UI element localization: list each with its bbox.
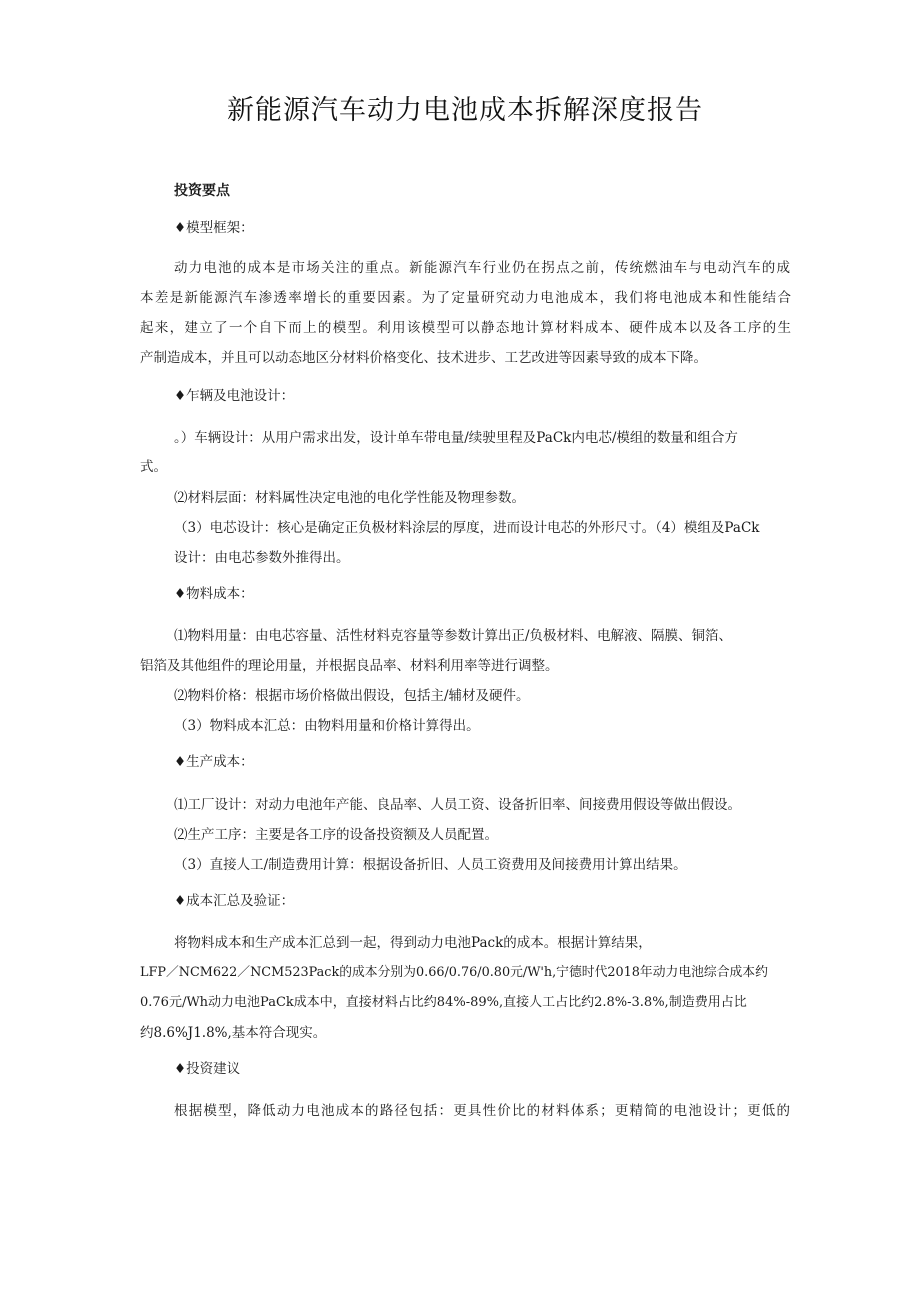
paragraph-line: （3）物料成本汇总：由物料用量和价格计算得出。 <box>174 718 480 734</box>
heading-model-framework: ♦模型框架： <box>174 220 254 236</box>
document-title: 新能源汽车动力电池成本拆解深度报告 <box>227 95 703 126</box>
section-heading-investment-points: 投资要点 <box>174 183 230 199</box>
paragraph-line: 0.76元/Wh动力电池PaCk成本中，直接材料占比约84%-89%,直接人工占比约2.8%-3.8%,制造费用占比 <box>140 995 747 1010</box>
paragraph-line: ⑴工厂设计：对动力电池年产能、良品率、人员工资、设备折旧率、间接费用假设等做出假设。 <box>174 797 741 813</box>
paragraph-line: ⑵材料层面：材料属性决定电池的电化学性能及物理参数。 <box>174 490 525 506</box>
paragraph-line: 将物料成本和生产成本汇总到一起，得到动力电池Pack的成本。根据计算结果， <box>174 935 652 951</box>
paragraph-line: 式。 <box>140 459 167 475</box>
heading-cost-summary: ♦成本汇总及验证： <box>174 893 295 909</box>
paragraph-line: 。）车辆设计：从用户需求出发，设计单车带电量/续驶里程及PaCk内电芯/模组的数量和组合方 <box>174 430 738 446</box>
paragraph-line: （3）电芯设计：核心是确定正负极材料涂层的厚度，进而设计电芯的外形尺寸。（4）模组及PaCk <box>174 520 760 536</box>
paragraph-line: 根据模型，降低动力电池成本的路径包括：更具性价比的材料体系；更精简的电池设计；更低的 <box>174 1103 790 1119</box>
paragraph-line: ⑴物料用量：由电芯容量、活性材料克容量等参数计算出正/负极材料、电解液、隔膜、铜箔、 <box>174 628 733 644</box>
paragraph-line: 产制造成本，并且可以动态地区分材料价格变化、技术进步、工艺改进等因素导致的成本下降。 <box>140 350 707 366</box>
heading-vehicle-battery-design: ♦乍辆及电池设计： <box>174 388 295 404</box>
heading-material-cost: ♦物料成本： <box>174 586 254 602</box>
heading-investment-advice: ♦投资建议 <box>174 1061 241 1077</box>
paragraph-line: 动力电池的成本是市场关注的重点。新能源汽车行业仍在拐点之前，传统燃油车与电动汽车的成 <box>174 260 790 276</box>
paragraph-line: 起来，建立了一个自下而上的模型。利用该模型可以静态地计算材料成本、硬件成本以及各工序的生 <box>140 320 791 336</box>
paragraph-line: 本差是新能源汽车渗透率增长的重要因素。为了定量研究动力电池成本，我们将电池成本和性能结合 <box>140 290 791 306</box>
paragraph-line: ⑵物料价格：根据市场价格做出假设，包括主/辅材及硬件。 <box>174 688 530 704</box>
paragraph-line: ⑵生产工序：主要是各工序的设备投资额及人员配置。 <box>174 827 498 843</box>
paragraph-line: （3）直接人工/制造费用计算：根据设备折旧、人员工资费用及间接费用计算出结果。 <box>174 857 687 873</box>
paragraph-line: LFP／NCM622／NCM523Pack的成本分别为0.66/0.76/0.80元/W'h,宁德时代2018年动力电池综合成本约 <box>140 965 768 980</box>
paragraph-line: 设计：由电芯参数外推得出。 <box>174 550 350 566</box>
heading-production-cost: ♦生产成本： <box>174 754 254 770</box>
paragraph-line: 铝箔及其他组件的理论用量，并根据良品率、材料利用率等进行调整。 <box>140 658 559 674</box>
paragraph-line: 约8.6%J1.8%,基本符合现实。 <box>140 1025 327 1041</box>
